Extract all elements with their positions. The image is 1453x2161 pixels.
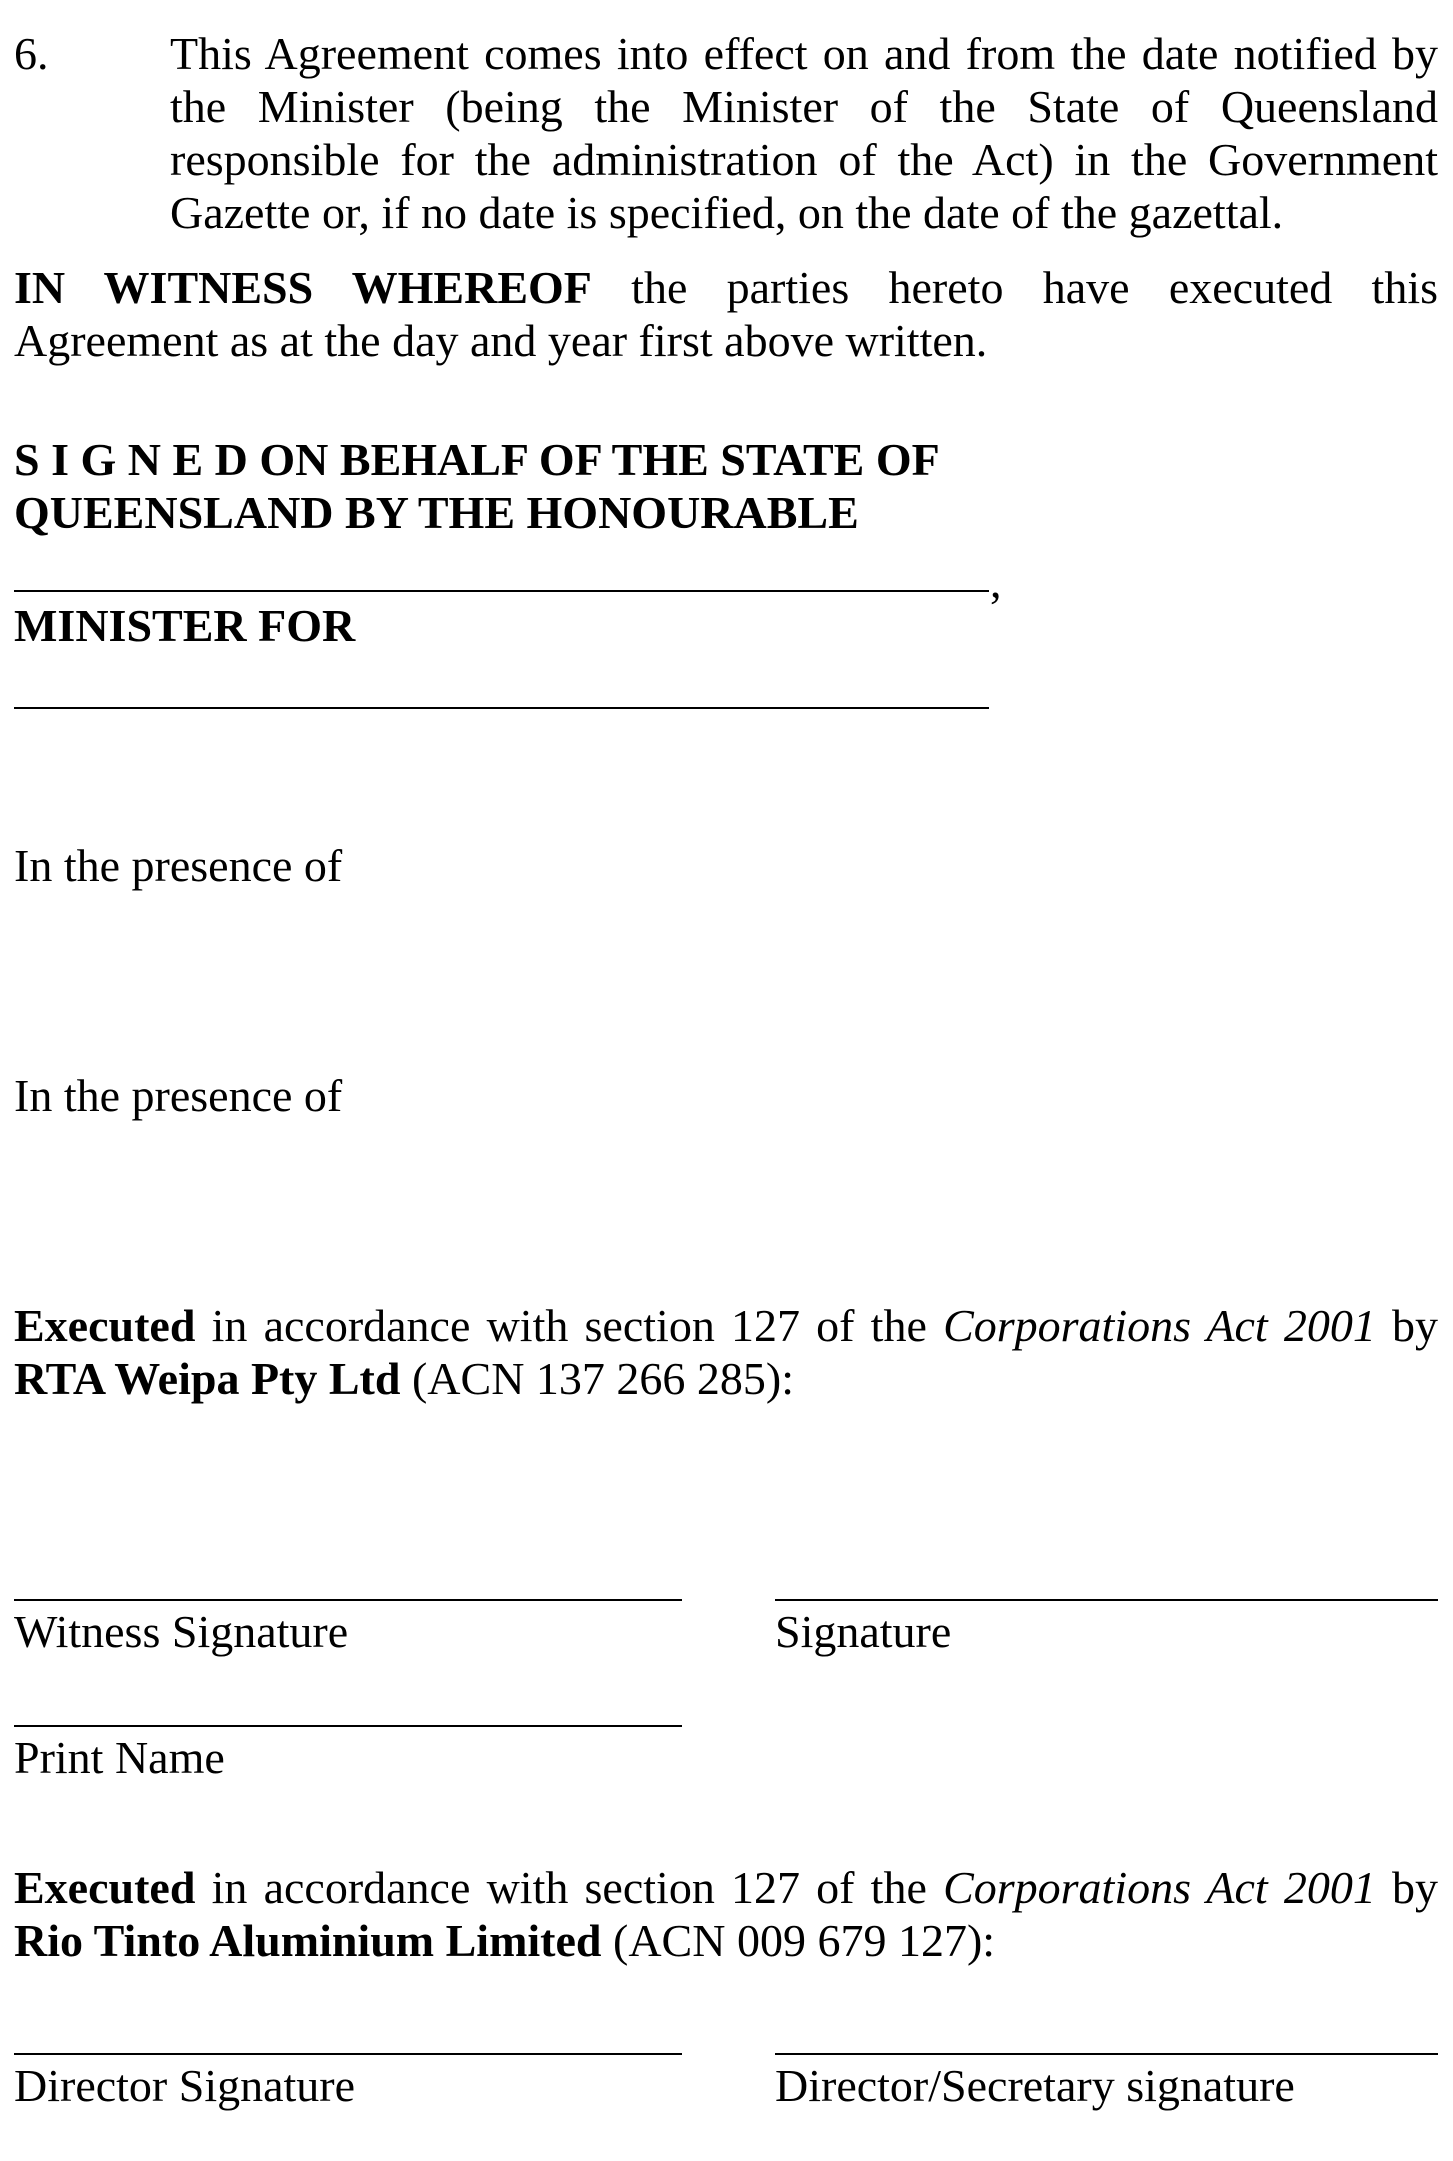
director-signature-label: Director Signature <box>14 2060 356 2111</box>
presence-label-2: In the presence of <box>14 1070 343 1121</box>
rta-section-text: in accordance with section 127 of the <box>211 1300 927 1351</box>
director-secretary-signature-line <box>775 2053 1438 2055</box>
rio-acn: (ACN 009 679 127): <box>613 1914 996 1966</box>
minister-portfolio-line <box>14 707 989 709</box>
clause-number: 6. <box>14 28 49 79</box>
director-signature-line <box>14 2053 682 2055</box>
print-name-line <box>14 1725 682 1727</box>
witness-signature-line <box>14 1599 682 1601</box>
witness-signature-label: Witness Signature <box>14 1606 349 1657</box>
rta-execution-line-1 <box>14 1300 1438 1353</box>
clause-6-line-1: This Agreement comes into effect on and from the date notified by <box>170 28 1438 79</box>
witness-clause-rest: the parties hereto have executed this <box>631 262 1438 313</box>
rta-by: by <box>1392 1300 1439 1351</box>
director-secretary-signature-label: Director/Secretary signature <box>775 2060 1295 2111</box>
rta-company-name: RTA Weipa Pty Ltd <box>14 1352 401 1404</box>
presence-label-1: In the presence of <box>14 840 343 891</box>
witness-clause-line-1 <box>14 262 1438 315</box>
witness-clause-line-2: Agreement as at the day and year first above written. <box>14 314 988 366</box>
rta-executed-word: Executed <box>14 1300 196 1351</box>
signature-line <box>775 1599 1438 1601</box>
witness-clause-lead: IN WITNESS WHEREOF <box>14 262 592 313</box>
rta-execution-clause <box>14 1300 1438 1406</box>
clause-6-body <box>170 28 1438 240</box>
state-heading-line-2: QUEENSLAND BY THE HONOURABLE <box>14 486 859 538</box>
clause-6-line-2: the Minister (being the Minister of the State of Queensland <box>170 80 1438 132</box>
witness-clause <box>14 262 1438 368</box>
clause-6-line-4: Gazette or, if no date is specified, on the date of the gazettal. <box>170 186 1284 238</box>
minister-name-line <box>14 590 989 592</box>
rio-company-name: Rio Tinto Aluminium Limited <box>14 1914 602 1966</box>
rta-act-name: Corporations Act 2001 <box>943 1300 1376 1351</box>
state-heading-line-1: S I G N E D ON BEHALF OF THE STATE OF <box>14 434 940 485</box>
minister-name-comma: , <box>990 556 1002 607</box>
rio-by: by <box>1392 1862 1439 1913</box>
print-name-label: Print Name <box>14 1732 225 1783</box>
rio-execution-line-1 <box>14 1862 1438 1915</box>
clause-6-line-3: responsible for the administration of the Act) in the Government <box>170 133 1438 185</box>
rio-execution-line-2 <box>14 1915 1438 1968</box>
signature-label: Signature <box>775 1606 952 1657</box>
rta-acn: (ACN 137 266 285): <box>411 1352 795 1404</box>
state-heading <box>14 434 940 540</box>
rio-section-text: in accordance with section 127 of the <box>211 1862 927 1913</box>
minister-for-label: MINISTER FOR <box>14 600 356 651</box>
rta-execution-line-2 <box>14 1353 1438 1406</box>
rio-executed-word: Executed <box>14 1862 196 1913</box>
rio-act-name: Corporations Act 2001 <box>943 1862 1376 1913</box>
rio-execution-clause <box>14 1862 1438 1968</box>
